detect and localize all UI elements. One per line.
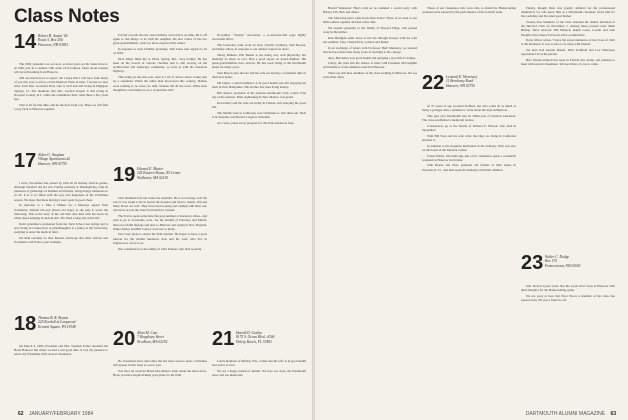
- text-column-10: Those of our classmates who were able to attend the Homecoming weekend were pleased by the performance of the football team.: [422, 6, 516, 15]
- section-title: Class Notes: [14, 6, 120, 27]
- text-column-11: At 57 years of age Leonard Stafford, but who could do as much as many a younger man, continues to write about his days in Hanover. This past year Dartmouth had its 200th year of medical education. The class established a memorial lecture. Condolences go to the family of Richard P. Weston, who died in September. Wild Bill Pool and his wife write that they are living in California and like it. In addition to the hospitals mentioned in the obituary, Dick was also on the board of the Medical Center. Frank Stubbs, Jim Kittredge and a few classmates spent a wonderful weekend at Hanover in October. John Beane and Elsie gathered old friends at their home in Woodstock, Vt., and then spent the holidays with their children.: [422, 104, 516, 172]
- class-entry-14: [14, 33, 108, 60]
- class-secretary-address: Harold D. Grakin 8175 S. Ocean Blvd., #306 Delray Beach, FL 33483: [236, 331, 275, 344]
- text-column-6: No classmates have died since the last issue went to press. Christmas will appear in this issue as a new year. You have all received Hazel Macomber's letter about the latest news. Hope you have begun making your plans for the 65th.: [113, 359, 207, 378]
- class-year-number: 17: [14, 150, 37, 172]
- text-column-12: Finally, though Dick was greatly admired for his professional distinction, we who knew him as a Dartmouth classmate loved him for his cordiality and his quiet good humor. Twenty-four members of the class attended the annual luncheon at the Harvard Club on November 5. Among those present were Mark Bishop, Dave Atwood, Bill Hallock, Ralph Coles, Carroll and Sam Dwight, Peter Doud, Ed Swart and Lou Merrimac. Doris Oliver writes, 'I have the sweet memories of the Class of 1922 at the luncheon. It was so nice to be there with friends.' We have had Jerome Daniel, Dick Lichfield and Lou Morrissey represented 22 at the parade. Bert Warren Daniell has been in Florida this winter and planned to meet with several classmates. We need more of you to come.: [521, 6, 615, 67]
- text-column-13: Mrs. Robert Lyons wrote that the Lyons have been in Hanover with their daughter for the Homecoming game. We are sorry to hear that Eliot Wood, a member of the class, has passed away. He was a friend to all.: [521, 284, 615, 303]
- text-column-2: I write, November has passed by with all its holiday festival games, although Stanford did not win. Family reunions at Thanksgiving, with its pleasures of gatherings of families and friends, brings happy memories to us all. It is to be filled with the joys and happiness of the Christmas season. We hope that these holidays were spent in good cheer. In response to a Take a Minute for a Message appeal from classmates, Marion O'Leary (Don's old lady), as she puts it, wrote the following: That is the story of the 'old Don who died with his boots on while shoes hanging in ancient attic. He lived a long and active life. Don's grandniece graduated from the Tuck School last spring and is now living in Connecticut. A granddaughter is a junior at the University, studying to enter the medical field. We shall certainly do that, Marion, and hope that other widows and classmates will follow your example.: [14, 181, 108, 244]
- class-entry-20: [113, 330, 207, 357]
- class-secretary-address: Thomas B. R. Bryant 225 Kendall at Longwood Kennett Square, PA 19348: [38, 316, 76, 329]
- class-secretary-address: Alden G. Vaughan Village Apartments #2 Hanover, NH 03755: [38, 153, 71, 166]
- class-year-number: 20: [113, 328, 136, 350]
- class-year-number: 22: [422, 72, 445, 94]
- class-secretary-address: Robert H. Austin '40 Route 5, Box 256 Pinecrest, NH 03853: [38, 34, 69, 47]
- class-year-number: 21: [212, 328, 235, 350]
- class-entry-18: [14, 315, 108, 342]
- class-secretary-address: Walter C. Dodge Box 176 Francestown, NH 03043: [545, 255, 581, 268]
- class-secretary-address: Edward E. Muster 145 Eastern House, 85 Center Wallaston, MA 02130: [137, 167, 181, 180]
- class-year-number: 18: [14, 313, 37, 335]
- class-year-number: 19: [113, 164, 136, 186]
- text-column-4: Ed Felt records that the class birthday card arrives on time. He is off again to San Diego to be with his daughter. He also writes of his two great-grandchildren, with two more expected this winter. In response to class birthday greetings, Tom Jones sent regards to all of 1918. Dick White finds life at Silver Spring, Md., 'very boring'. He has been on the boards of various charities and is still serving on the architectural and landscape committee, as well as with the interstate highway. This being an election year, here is a bit of advice about voting sent by a classmate: When the white man discovered this country, Indians were running it; no taxes, no debt. Women did all the work. White man thought he could improve on a system like that!: [113, 33, 207, 92]
- text-column-1: The 1984 calendars are out now, as most years on the dates have it. At 60th year in a reunion with some 1914 reunion. More about reunion will be forthcoming from Hanover. Still not much news to report, but I hope that I will hear from many of you this year to tell us on the Hanover Plain in June. I received a nice letter from Mrs. Goodwin Platt, who is well and still living in Highgate Springs, Vt. She mentions that Mrs. Gordon Nasper is still living in Newport County, R.I., while she remembers their visits there a few years ago. That is all for this time, and let me hear from you. Hope we will find a way back to Hanover together.: [14, 62, 108, 111]
- class-entry-19: [113, 166, 207, 193]
- right-page: [315, 0, 628, 420]
- text-column-3: On March 4, 1983, President and Mrs. Stephen Farber attended the Hotel Hanover Inn where we had a real good time. It was my pleasure to renew my friendship with several classmates.: [14, 344, 108, 357]
- class-entry-17: [14, 152, 108, 179]
- class-entry-22: [422, 74, 516, 101]
- left-page-footer: [14, 411, 93, 417]
- right-page-footer: [526, 411, 620, 417]
- class-year-number: 23: [521, 252, 544, 274]
- left-page: [0, 0, 313, 420]
- text-column-5: Chet DeMund fell and broke his shoulder. He is recovering well. He says it was tough to lie in bed in the hospital and tend to details. Jim and Mary Davis are well. They have been touring and visiting with their son, who lives across the street from them in Canada. The Travis spent some time this past summer at Rockport, Mass., and plan to go to Scottsdale, Ariz., for the months of February and March, then on to Palm Springs and later to Hanover and spring in New England. Elmer Kelley and Bill Conroy were not so lucky. Pete Gray plans to attend the 65th reunion. He hopes to have a good turnout for the alumni luncheon. Pete and his wife, who live in Englewood, wrote to us. Our condolences to the family of John Kienan, who died recently.: [113, 196, 208, 251]
- text-column-7: November "Twenty" newsletter, a so-and-one-half page highly successful effort. The following came from Al Ivey, Charlie Cranbury, Sam Bowen, and many others, in response to our annual request for news. Shorty Rinkels: Wilt Barker is not doing very well physically, but mentally as sharp as ever. Had a good report on grand-children. His great-grandchildren have arrived. He has been living at the Dartmouth home for many years. Sam Bowen says that he and his wife are having a wonderful time in their new home. Sid Orpin, a retired minister, is in good health and still enjoying his farm in New Hampshire. His brother has been living nearby. Bill Abbott, president of the Arizona Dartmouth Club, writes: Fine day at the reunion. Their sightseeing in New Mexico was grand. Ken Emery and his wife are living in Florida, still enjoying the good life. The Smiths went to California over Christmas to visit their son. Nick is in Sausalito and Harold Cragin is with him. As I write, plans are in progress for the 65th reunion in June.: [212, 33, 306, 125]
- page-number: 62: [18, 411, 24, 417]
- magazine-name: DARTMOUTH ALUMNI MAGAZINE: [525, 411, 606, 417]
- page-number: 63: [610, 411, 616, 417]
- text-column-9: Harold Weinstein: Harry tells us he attended a recent party with Barney Felt, Bob and others. The following letter came from Dick Foster: Three of us went to our 60th reunion together and had a fine time. We extend sympathy to the family of Howard Paige, who passed away in December. Dan Mulligan sends news of his trip through Europe with his wife last summer. They visited Paris, London and Rome. In an exchange of letters with Professor Herb Mahoney, we learned that he has retired after many years of teaching at the college. Also, Ben Ames is in good health and enjoying a good life in Tampa. Lately, the class had the chance to meet with President McLaughlin and members of the Alumni Council in Hanover. There are still nine members of the class residing in Hanover. We see each other often.: [323, 6, 417, 80]
- class-year-number: 14: [14, 31, 37, 53]
- class-secretary-address: Allan M. Cate 7 Kingsbury Street Needham, MA 02192: [137, 331, 168, 344]
- issue-date: JANUARY/FEBRUARY 1984: [28, 411, 94, 417]
- text-column-8: Laurie Reubens of Mellen, Wis., writes that his wife is in good health and active as ever. We are a happy bunch of alumni. We love our class, the Dartmouth news and our memories.: [212, 359, 306, 378]
- class-entry-21: [212, 330, 306, 357]
- class-entry-23: [521, 254, 615, 281]
- class-secretary-address: Leonard E. Morrissey 11 Brookway Road Hanover, NH 03755: [446, 75, 478, 88]
